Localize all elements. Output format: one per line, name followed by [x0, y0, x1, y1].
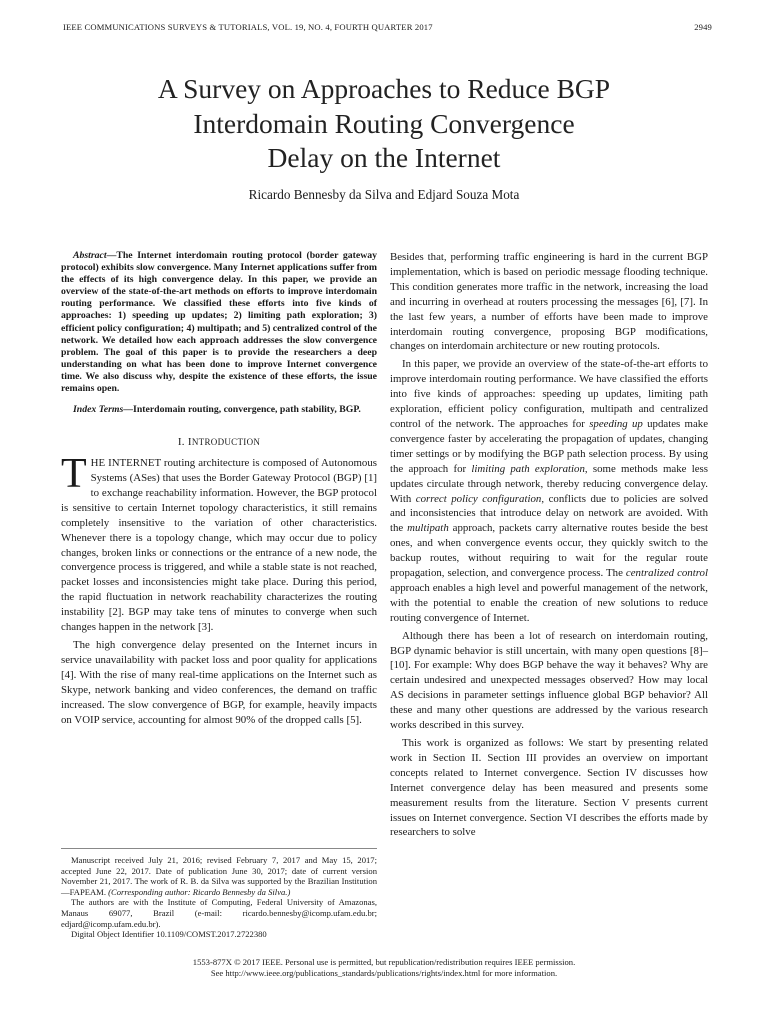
footnote-rule [61, 848, 377, 849]
journal-header: IEEE COMMUNICATIONS SURVEYS & TUTORIALS, VOL. 19, NO. 4, FOURTH QUARTER 2017 [63, 22, 433, 32]
footnote-affiliation: The authors are with the Institute of Computing, Federal University of Amazonas, Manaus 69077, Brazil (e-mail: ricardo.bennesby@icomp.ufam.edu.br; edjard@icomp.ufam.edu.br). [61, 897, 377, 929]
abstract-text: —The Internet interdomain routing protocol (border gateway protocol) exhibits slow convergence. Many Internet applications suffer from the effects of its high convergence delay. In this paper, we provide an overview of the state-of-the-art methods on efforts to improve interdomain routing performance. We classified these efforts into five kinds of approaches: 1) speeding up updates; 2) limiting path exploration; 3) efficient policy configuration; 4) multipath; and 5) centralized control of the network. We detailed how each approach addresses the slow convergence problem. The goal of this paper is to provide the researchers a deep understanding on what has been done to improve Internet convergence time. We also discuss why, despite the existence of these efforts, the issue remains open. [61, 250, 377, 395]
copyright-line-2: See http://www.ieee.org/publications_standards/publications/rights/index.html for more information. [210, 968, 558, 978]
abstract [61, 250, 377, 395]
footnote-doi: Digital Object Identifier 10.1109/COMST.2017.2722380 [71, 929, 267, 940]
author-list: Ricardo Bennesby da Silva and Edjard Souza Mota [248, 187, 520, 202]
right-paragraph-overview: In this paper, we provide an overview of the state-of-the-art efforts to improve interdomain routing performance. We have classified the efforts into five kinds of approaches: speeding up updates, limiting path exploration, efficient policy configuration, multipath and centralized control of the network. The approaches for speeding up updates make convergence faster by accelerating the propagation of updates, changing timer settings or by modifying the BGP path selection process. By using the approach for limiting path exploration, some methods make less updates circulate through network, thereby reducing convergence delay. With correct policy configuration, conflicts due to policies are solved and inconsistencies that introduce delay on network are avoided. With the multipath approach, packets carry alternative routes beside the best ones, and when convergence events occur, they quickly switch to the backup routes, without requiring to wait for the regular route propagation, selection, and convergence process. The centralized control approach enables a high level and powerful management of the network, with the potential to enable the creation of new solutions to reduce routing convergence of Internet. [390, 358, 709, 624]
right-paragraph-organization: This work is organized as follows: We start by presenting related work in Section II. Section III provides an overview on important concepts related to Internet convergence. Section IV discusses how Internet convergence delay has been measured and presents some measurement results from the literature. Section V presents current issues on Internet convergence. Section VI describes the efforts made by researchers to solve [390, 737, 708, 839]
index-terms-text: —Interdomain routing, convergence, path stability, BGP. [123, 404, 361, 416]
right-column [390, 250, 708, 840]
section-heading-introduction: I. INTRODUCTION [177, 436, 261, 449]
footnote-received: Manuscript received July 21, 2016; revised February 7, 2017 and May 15, 2017; accepted June 22, 2017. Date of publication June 30, 2017; date of current version November 21, 2017. The work of R. B. da Silva was supported by the Brazilian Institution—FAPEAM. (Corresponding author: Ricardo Bennesby da Silva.) [61, 855, 377, 897]
left-column [61, 250, 377, 727]
index-terms [61, 404, 377, 416]
intro-paragraph-1: THE INTERNET routing architecture is composed of Autonomous Systems (ASes) that uses the Border Gateway Protocol (BGP) [1] to exchange reachability information. However, the BGP protocol is sensitive to certain Internet topology characteristics, it still remains completely insensitive to the variation of other characteristics. Whenever there is a topology change, which may occur due to policy changes, broken links or connections or the entrance of a new node, the convergence process is triggered, and while a stable state is not reached, packet losses and inconsistencies might take place. During this period, the rapid fluctuation in network reachability characterizes the routing instability [2]. BGP may take tens of minutes to converge when such changes happen in the network [3]. [61, 451, 377, 634]
first-page-footnote [61, 855, 377, 940]
copyright-line-1: 1553-877X © 2017 IEEE. Personal use is permitted, but republication/redistribution requires IEEE permission. [192, 957, 576, 967]
running-head [63, 22, 712, 32]
copyright-notice [0, 957, 768, 979]
paper-title [60, 72, 708, 176]
drop-cap: T [61, 451, 87, 498]
title-line-3: Delay on the Internet [267, 142, 501, 173]
title-line-1: A Survey on Approaches to Reduce BGP [157, 73, 611, 104]
abstract-label: Abstract [73, 250, 107, 261]
intro-paragraph-2: The high convergence delay presented on the Internet incurs in service unavailability with packet loss and poor quality for applications [4]. With the rise of many real-time applications on the Internet such as Skype, network banking and video conferences, the demand on traffic increased. The slow convergence of BGP, for example, heavily impacts on VOIP service, accounting for almost 90% of the dropped calls [5]. [61, 639, 377, 726]
right-paragraph-continued: Besides that, performing traffic engineering is hard in the current BGP implementation, which is based on periodic message flooding technique. This condition generates more traffic in the network, increasing the load and incurring in overhead at routers processing the messages [6], [7]. In the last few years, a number of efforts have been made to improve interdomain routing convergence, proposing BGP modifications, changes on interdomain architecture or new routing protocols. [390, 251, 708, 353]
title-line-2: Interdomain Routing Convergence [193, 107, 575, 139]
page-number: 2949 [694, 22, 712, 32]
right-paragraph-open-questions: Although there has been a lot of research on interdomain routing, BGP dynamic behavior is still uncertain, with many open questions [8]–[10]. For example: Why does BGP behave the way it behaves? Why are certain undesired and unexpected messages observed? How may local AS decisions in parameter settings influence global BGP behavior? All these and many other questions are addressed by the various research works described in this survey. [390, 629, 708, 732]
index-terms-label: Index Terms [73, 404, 124, 416]
